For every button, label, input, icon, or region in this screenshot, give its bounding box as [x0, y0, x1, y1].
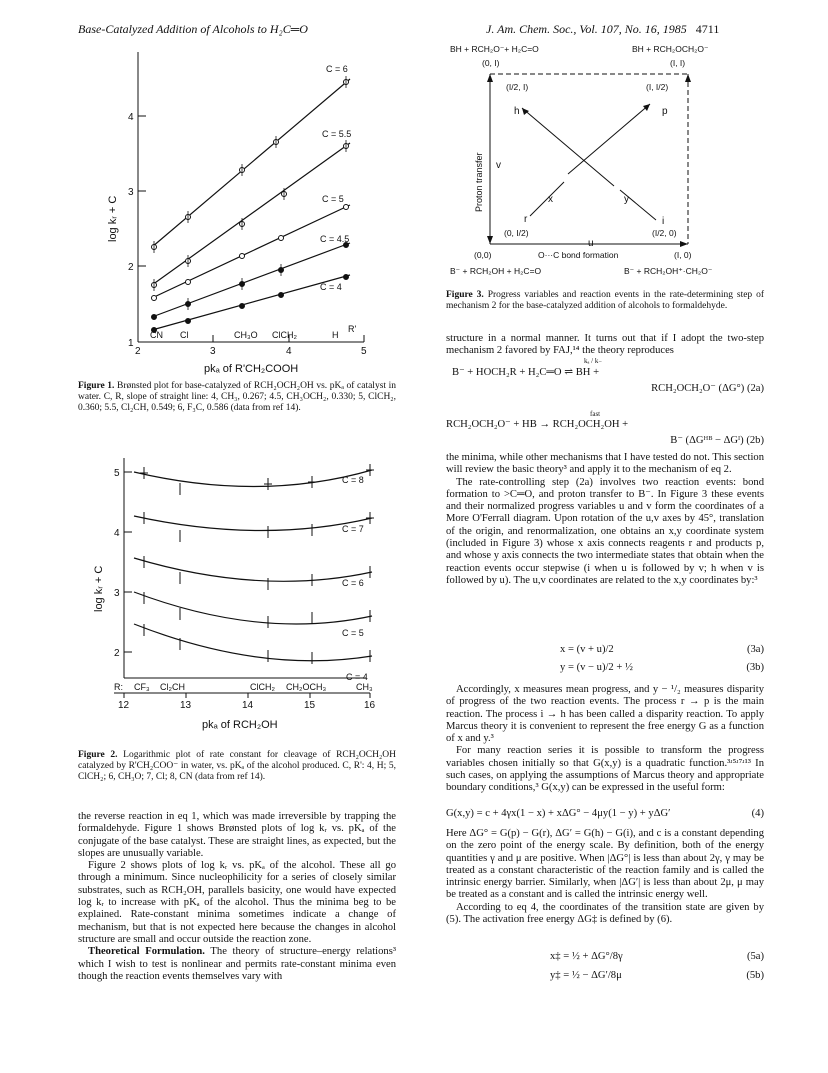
fig1-xtick-5: 5 — [361, 346, 367, 357]
fig2-xtick-13: 13 — [180, 700, 192, 711]
right-paragraph-3: The rate-controlling step (2a) involves two reaction events: bond formation to >C═O, and proton transfer to B⁻. In Figure 3 these events and their normalized progress variables u and v form the coordinates of a More O'Ferrall diagram. Upon rotation of the u,v axes by 45°, translation of the origin, and renormalization, one obtains an x,y coordinate system (included in Figure 3) whose x axis connects reagents r and products p, and whose y axis connects the two intermediate states that obtain when the reaction events occur stepwise (i when u is followed by v; h when v is followed by u). The u,v coordinates are related to the x,y coordinates by:³ — [446, 476, 764, 586]
equation-5a-number: (5a) — [746, 951, 764, 962]
fig1-line-c55 — [152, 143, 350, 285]
fig2-ytick-4: 4 — [114, 528, 120, 539]
fig3-c11: (I, I) — [670, 58, 686, 68]
fig1-r-h: H — [332, 330, 339, 340]
equation-2a-right: RCH₂OCH₂O⁻ (ΔG°) (2a) — [651, 383, 764, 394]
fig1-xtick-3: 3 — [210, 346, 216, 357]
equation-4 — [446, 808, 764, 819]
fig3-c10: (I, 0) — [674, 250, 692, 260]
fig2-xtick-12: 12 — [118, 700, 130, 711]
fig3-c-half1: (I/2, I) — [506, 82, 529, 92]
equation-2b-condition: fast — [590, 410, 601, 418]
equation-2b — [446, 410, 764, 448]
equation-5b-number: (5b) — [746, 970, 764, 981]
right-paragraph-4: Accordingly, x measures mean progress, and y − ¹/₂ measures disparity of progress of the two reaction events. The process r → p is the main reaction. The process i → h has been called a disparity reaction. To apply Marcus theory it is convenient to represent the free energy G as a function of x and y.³ — [446, 684, 764, 745]
figure-1-caption-text: Brønsted plot for base-catalyzed of RCH₂OCH₂OH vs. pKₐ of catalyst in water. C, R, slope of straight line: 4, CH₃, 0.267; 4.5, CH₃OCH₂, 0.330; 5, ClCH₂, 0.360; 5.5, Cl₂CH, 0.549; 6, F₃C, 0.586 (data from ref 14). — [78, 381, 396, 413]
fig1-xtick-2: 2 — [135, 346, 141, 357]
right-paragraph-6: Here ΔG° = G(p) − G(r), ΔG′ = G(h) − G(i), and c is a constant depending on the zero point of the energy scale. By definition, both of the energy quantities γ and μ are positive. When |ΔG°| is less than about 2γ, γ may be treated as a constant characteristic of the reaction family and is called the intrinsic energy barrier. Similarly, when |ΔG′| is less than about 2μ, μ may be treated as a constant and is called the intrinsic energy well. — [446, 828, 764, 901]
left-paragraph-1: the reverse reaction in eq 1, which was made irreversible by trapping the formaldehyde. Figure 1 shows Brønsted plots of log kᵣ vs. pKₐ of the conjugate of the base catalyst. These are straight lines, as expected, but the slopes are unusually variable. — [78, 811, 396, 859]
fig3-i: i — [662, 216, 665, 227]
fig2-label-c6: C = 6 — [342, 578, 364, 588]
running-header-journal — [486, 22, 719, 37]
fig2-curve-c6 — [134, 558, 372, 581]
equation-3b — [446, 662, 764, 673]
left-paragraph-2: Figure 2 shows plots of log kᵣ vs. pKₐ of the alcohol. These all go through a minimum. Since nucleophilicity for a series of closely similar substrates, such as RCH₂OH, parallels basicity, one would have expected log kᵣ to increase with pKₐ of the alcohol. Thus the minima beg to be explained. Rate-constant minima sometimes indicate a change of mechanism, but that is not expected here because the changes in alcohol structure are small and occur outside the reaction zone. — [78, 860, 396, 945]
fig3-bottom-left: B⁻ + RCH₂OH + H₂C=O — [450, 266, 542, 276]
fig2-label-c4: C = 4 — [346, 672, 368, 682]
right-column-text — [446, 452, 764, 587]
fig1-line-c45 — [152, 243, 350, 317]
figure-3-caption-label: Figure 3. — [446, 290, 484, 300]
figure-2-plot — [76, 452, 396, 742]
fig2-ylabel: log kᵣ + C — [93, 565, 105, 612]
fig3-c-0half: (0, I/2) — [504, 228, 529, 238]
fig2-xtick-15: 15 — [304, 700, 316, 711]
left-paragraph-3 — [78, 946, 396, 983]
fig1-label-c5: C = 5 — [322, 194, 344, 204]
fig2-r-ch2och3: CH₂OCH₃ — [286, 682, 327, 692]
equation-4-body: G(x,y) = c + 4γx(1 − x) + xΔG° − 4μy(1 − y) + yΔG′ — [446, 808, 671, 819]
equation-5a-body: x‡ = ½ + ΔG°/8γ — [550, 951, 623, 962]
fig3-y: y — [624, 194, 629, 205]
fig2-r-prefix: R: — [114, 682, 123, 692]
right-paragraph-7: According to eq 4, the coordinates of the transition state are given by (5). The activation free energy ΔG‡ is defined by (6). — [446, 901, 764, 926]
fig2-ytick-5: 5 — [114, 468, 120, 479]
fig1-ylabel: log kᵣ + C — [107, 195, 119, 242]
fig3-c01: (0, I) — [482, 58, 500, 68]
equation-2a-rate-constants: kₐ / k₋ — [584, 357, 603, 365]
fig1-ytick-2: 2 — [128, 262, 134, 273]
right-column-text-2 — [446, 684, 764, 795]
fig3-top-right: BH + RCH₂OCH₂O⁻ — [632, 44, 709, 54]
fig2-r-ch3: CH₃ — [356, 682, 373, 692]
fig2-xtick-14: 14 — [242, 700, 254, 711]
left-paragraph-3-text: The theory of structure–energy relations³ which I wish to test is nonlinear and permits rate-constant minima even though the reaction events themselves vary with — [78, 946, 396, 982]
fig3-h: h — [514, 106, 520, 117]
fig1-r-ch3o: CH₃O — [234, 330, 258, 340]
equation-2b-right: B⁻ (ΔGᴴᴮ − ΔGᴵ) (2b) — [670, 435, 764, 446]
fig2-curve-c5 — [134, 592, 372, 624]
fig2-ytick-2: 2 — [114, 648, 120, 659]
fig3-v: v — [496, 160, 501, 171]
figure-3-caption-text: Progress variables and reaction events in the rate-determining step of mechanism 2 for the base-catalyzed addition of alcohols to formaldehyde. — [446, 290, 765, 311]
page-number: 4711 — [695, 22, 720, 36]
fig2-curve-c4 — [134, 624, 372, 661]
equation-2b-left: RCH₂OCH₂O⁻ + HB → RCH₂OCH₂OH + — [446, 419, 629, 430]
left-column-text — [78, 811, 396, 983]
figure-2-caption-text: Logarithmic plot of rate constant for cleavage of RCH₂OCH₂OH catalyzed by R'CH₂COO⁻ in water, vs. pKₐ of the alcohol produced. C, R': 4, H; 5, ClCH₂; 6, CH₃O; 7, Cl; 8, CN (data from ref 14). — [78, 750, 397, 782]
equation-5a — [446, 951, 764, 962]
fig2-r-cf3: CF₃ — [134, 682, 150, 692]
fig3-u: u — [588, 238, 594, 249]
fig3-x: x — [548, 194, 553, 205]
equation-3a-number: (3a) — [746, 644, 764, 655]
fig3-axis-x: O···C bond formation — [538, 250, 619, 260]
figure-2-caption — [78, 750, 396, 783]
journal-citation: J. Am. Chem. Soc., Vol. 107, No. 16, 1985 — [486, 22, 687, 36]
fig3-c00: (0,0) — [474, 250, 492, 260]
right-column-text-3 — [446, 828, 764, 926]
fig1-label-c55: C = 5.5 — [322, 129, 352, 139]
fig1-ytick-4: 4 — [128, 112, 134, 123]
figure-1-caption — [78, 381, 396, 414]
fig1-label-c4: C = 4 — [320, 282, 342, 292]
fig1-r-clch2: ClCH₂ — [272, 330, 297, 340]
equation-3a-body: x = (v + u)/2 — [560, 644, 614, 655]
fig2-xtick-16: 16 — [364, 700, 376, 711]
equation-3b-body: y = (v − u)/2 + ½ — [560, 662, 633, 673]
fig2-label-c5: C = 5 — [342, 628, 364, 638]
fig1-line-c6 — [152, 79, 350, 247]
equation-5b-body: y‡ = ½ − ΔG′/8μ — [550, 970, 622, 981]
fig2-xlabel: pkₐ of RCH₂OH — [202, 719, 278, 731]
figure-1-plot — [76, 42, 396, 378]
figure-2-caption-label: Figure 2. — [78, 750, 118, 760]
fig2-label-c8: C = 8 — [342, 475, 364, 485]
fig1-r-cl: Cl — [180, 330, 189, 340]
fig1-ytick-1: 1 — [128, 338, 134, 349]
fig2-label-c7: C = 7 — [342, 524, 364, 534]
figure-1-caption-label: Figure 1. — [78, 381, 115, 391]
section-heading-theoretical-formulation: Theoretical Formulation. — [88, 946, 205, 958]
equation-2a — [452, 357, 764, 396]
right-paragraph-1: structure in a normal manner. It turns out that if I adopt the two-step mechanism 2 favored by FAJ,¹⁴ the theory reproduces — [446, 333, 764, 357]
fig3-bottom-right: B⁻ + RCH₂OH⁺·CH₂O⁻ — [624, 266, 713, 276]
fig1-r-cn: CN — [150, 330, 163, 340]
fig1-xtick-4: 4 — [286, 346, 292, 357]
fig2-curve-c7 — [134, 516, 372, 531]
fig1-ytick-3: 3 — [128, 187, 134, 198]
fig1-xlabel: pkₐ of R'CH₂COOH — [204, 363, 299, 375]
figure-3-caption — [446, 290, 764, 312]
fig2-ytick-3: 3 — [114, 588, 120, 599]
fig3-p: p — [662, 106, 668, 117]
equation-4-number: (4) — [751, 808, 764, 819]
right-column-paragraph-1 — [446, 333, 764, 358]
fig1-label-c45: C = 4.5 — [320, 234, 350, 244]
fig2-curve-c8 — [134, 470, 372, 487]
fig2-r-clch2: ClCH₂ — [250, 682, 275, 692]
fig1-label-c6: C = 6 — [326, 64, 348, 74]
equation-3a — [446, 644, 764, 655]
fig2-r-cl2ch: Cl₂CH — [160, 682, 185, 692]
right-paragraph-2: the minima, while other mechanisms that I have tested do not. This section will review the basic theory³ and apply it to the mechanism of eq 2. — [446, 452, 764, 476]
fig3-top-left: BH + RCH₂O⁻+ H₂C=O — [450, 44, 539, 54]
fig3-r: r — [524, 214, 528, 225]
equation-2a-left: B⁻ + HOCH₂R + H₂C═O ⇌ BH + — [452, 367, 600, 378]
fig3-c-half0: (I/2, 0) — [652, 228, 677, 238]
fig3-axis-y: Proton transfer — [474, 152, 484, 212]
fig3-c-1half: (I, I/2) — [646, 82, 669, 92]
fig1-r-prime: R' — [348, 324, 357, 334]
equation-3b-number: (3b) — [746, 662, 764, 673]
running-header-title: Base-Catalyzed Addition of Alcohols to H₂C═O — [78, 22, 308, 36]
figure-3-diagram — [444, 40, 774, 286]
right-paragraph-5: For many reaction series it is possible to transform the progress variables chosen initially so that G(x,y) is a quadratic function.³ʴ⁵ʴ⁷ʴ¹³ In such cases, on applying the assumptions of Marcus theory and appropriate boundary conditions,³ G(x,y) can be expressed in the useful form: — [446, 745, 764, 794]
equation-5b — [446, 970, 764, 981]
